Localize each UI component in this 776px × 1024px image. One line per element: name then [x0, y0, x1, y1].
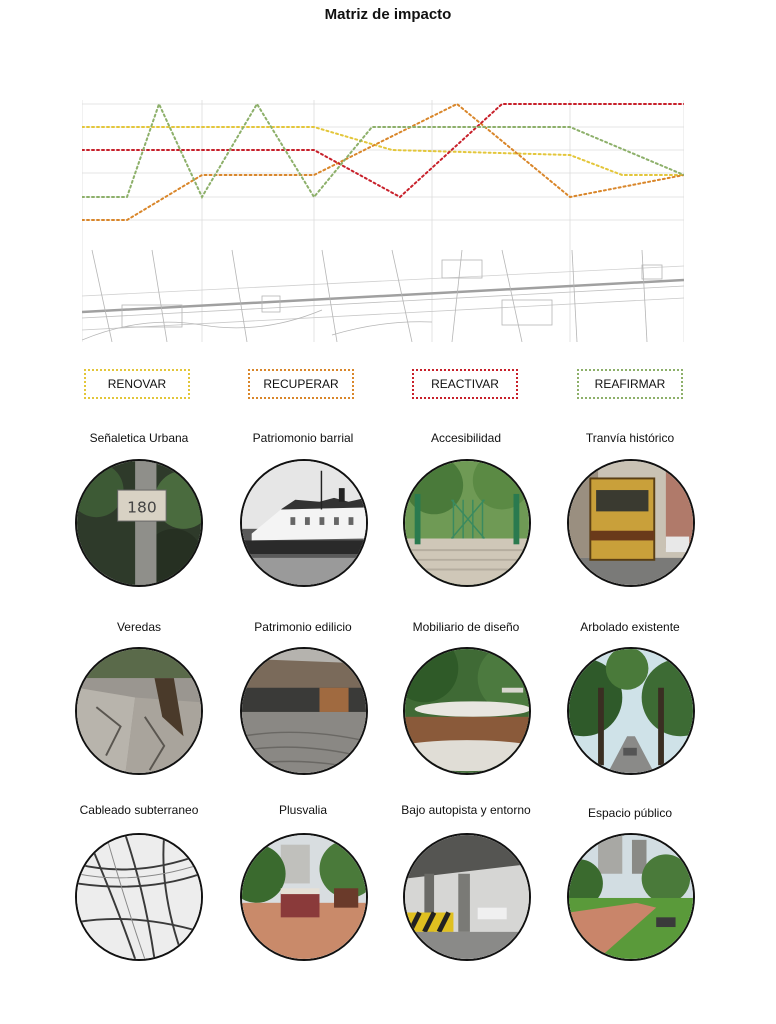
category-label: Plusvalia: [278, 803, 328, 817]
photo-bajo-autopista: [403, 833, 531, 961]
legend-reafirmar: [577, 369, 683, 399]
category-label: Tranvía histórico: [585, 431, 675, 445]
photo-plusvalia: [240, 833, 368, 961]
legend-reactivar: [412, 369, 518, 399]
photo-cableado-subterraneo: [75, 833, 203, 961]
page-title: Matriz de impacto: [324, 6, 452, 23]
legend-renovar: [84, 369, 190, 399]
legend-label: REACTIVAR: [431, 377, 499, 391]
category-label: Veredas: [116, 620, 162, 634]
sign-number: 180: [127, 498, 157, 517]
photo-patrimonio-edilicio: [240, 647, 368, 775]
category-label: Patrimonio edilicio: [254, 620, 352, 634]
photo-espacio-publico: [567, 833, 695, 961]
category-label: Cableado subterraneo: [79, 803, 199, 817]
category-label: Arbolado existente: [580, 620, 680, 634]
photo-senaletica-urbana: [75, 459, 203, 587]
photo-arbolado-existente: [567, 647, 695, 775]
photo-patrimonio-barrial: [240, 459, 368, 587]
category-label: Señaletica Urbana: [89, 431, 189, 445]
legend-recuperar: [248, 369, 354, 399]
category-label: Accesibilidad: [430, 431, 502, 445]
legend-label: REAFIRMAR: [594, 377, 666, 391]
photo-tranvia-historico: [567, 459, 695, 587]
legend-label: RECUPERAR: [263, 377, 339, 391]
photo-veredas: [75, 647, 203, 775]
photo-accesibilidad: [403, 459, 531, 587]
legend-label: RENOVAR: [107, 377, 167, 391]
impact-matrix: [82, 100, 684, 342]
category-label: Espacio público: [587, 806, 673, 820]
category-label: Bajo autopista y entorno: [401, 803, 531, 817]
category-label: Patriomonio barrial: [252, 431, 354, 445]
category-label: Mobiliario de diseño: [412, 620, 520, 634]
photo-mobiliario-de-diseno: [403, 647, 531, 775]
